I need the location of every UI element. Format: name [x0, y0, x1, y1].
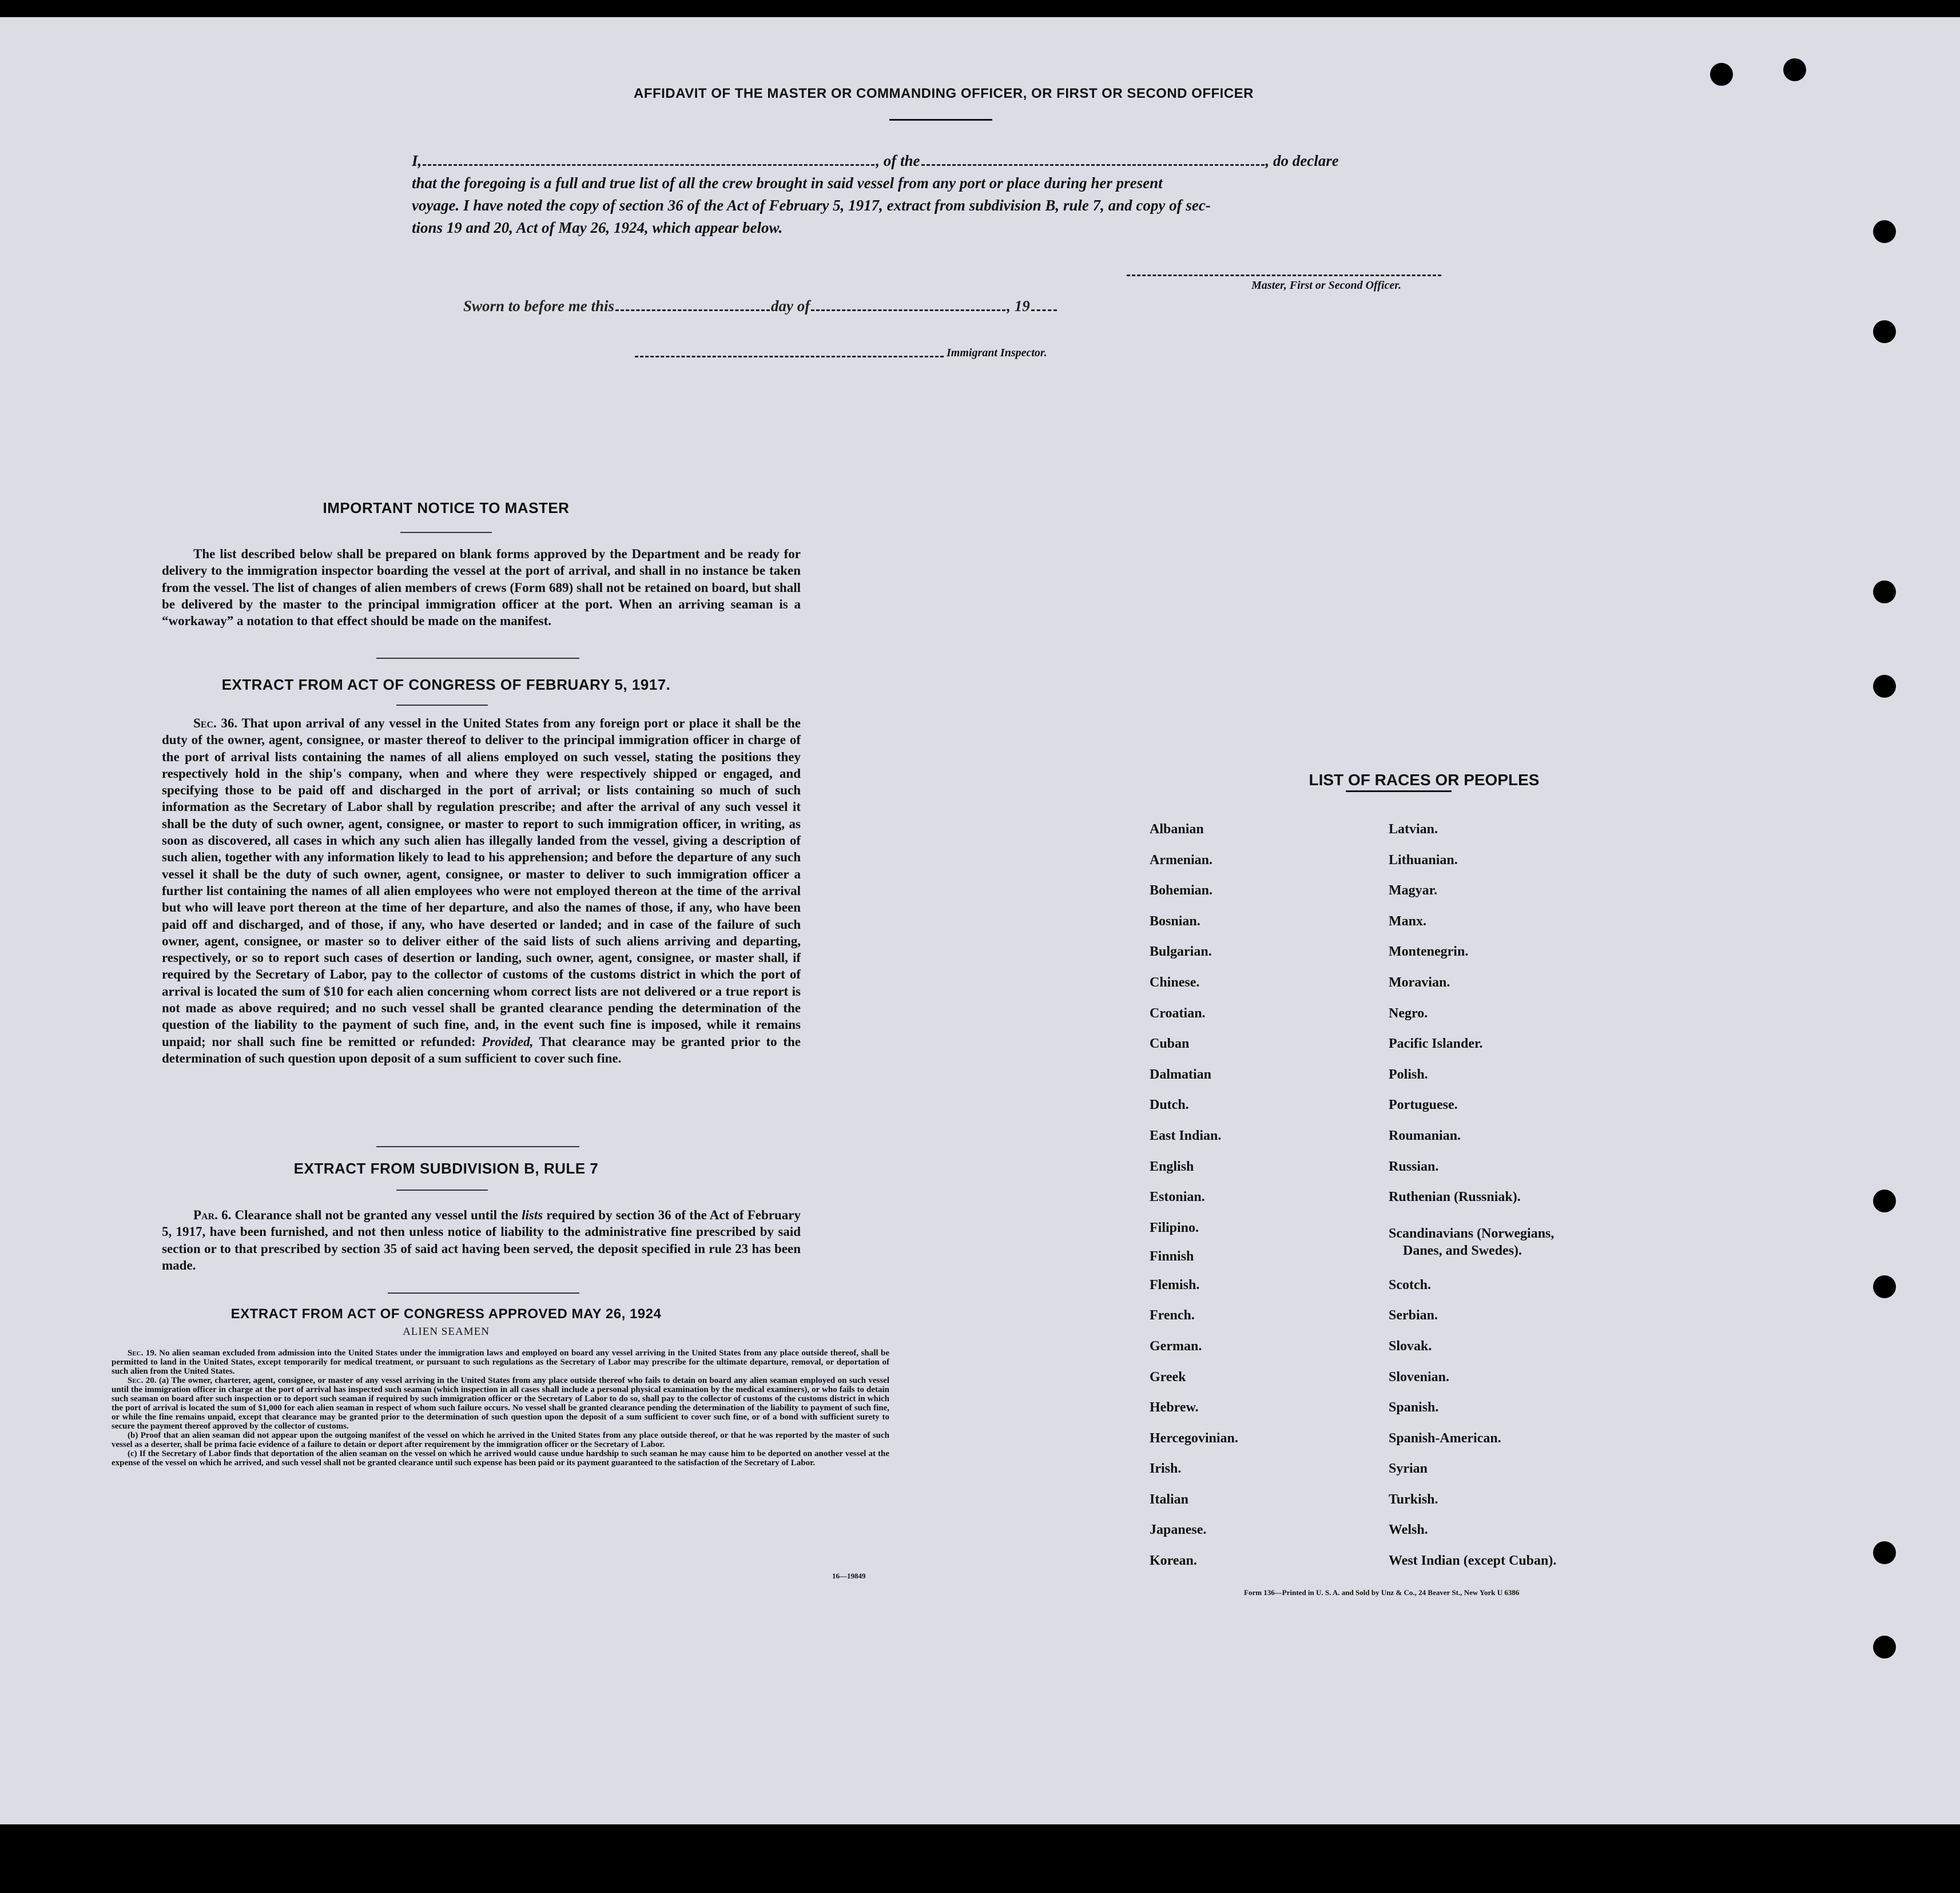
race-item: Finnish [1150, 1248, 1194, 1264]
race-item: East Indian. [1150, 1128, 1222, 1143]
race-item: German. [1150, 1338, 1202, 1354]
race-item: Magyar. [1389, 883, 1438, 898]
affidavit-text: I, [412, 152, 422, 169]
blank-vessel-field[interactable] [921, 164, 1265, 166]
race-item: Scotch. [1389, 1277, 1431, 1293]
section-label: Sec. 36. [193, 716, 238, 730]
race-item: Flemish. [1150, 1277, 1200, 1293]
race-item: Turkish. [1389, 1492, 1438, 1507]
race-item: Scandinavians (Norwegians, [1389, 1226, 1555, 1241]
race-item: Dalmatian [1150, 1067, 1211, 1082]
race-item: Croatian. [1150, 1005, 1206, 1021]
subdivision-b-body [162, 1207, 801, 1274]
section-text: That upon arrival of any vessel in the United States from any foreign port or place it shall be the duty of the owner, agent, consignee, or master thereof to deliver to the principal immigration officer in charge of the port of arrival lists containing the names of all aliens employed on such vessel, stating the positions they respectively hold in the ship's company, when and where they were respectively shipped or engaged, and specifying those to be paid off and discharged in the port of arrival; or lists containing so much of such information as the Secretary of Labor shall by regulation prescribe; and after the arrival of any such vessel it shall be the duty of such owner, agent, consignee, or master to report to such immigration officer, in writing, as soon as discovered, all cases in which any such alien has illegally landed from the vessel, giving a description of such alien, together with any information likely to lead to his apprehension; and before the departure of any such vessel it shall be the duty of such owner, agent, consignee, or master to deliver to such immigration officer a further list containing the names of all alien employees who were not employed thereon at the time of the arrival but who will leave port thereon at the time of her departure, and also the names of those, if any, who have been paid off and discharged, and of those, if any, who have deserted or landed; and in case of the failure of such owner, agent, consignee, or master so to deliver either of the said lists of such aliens arriving and departing, respectively, or so to report such cases of desertion or landing, such owner, agent, consignee, or master shall, if required by the Secretary of Labor, pay to the collector of customs of the customs district in which the port of arrival is located the sum of $10 for each alien concerning whom correct lists are not delivered or a true report is not made as above required; and no such vessel shall be granted clearance pending the determination of the question of the liability to the payment of such fine, and, in the event such fine is imposed, while it remains unpaid; nor shall such fine be remitted or refunded: [162, 716, 801, 1049]
race-item: Portuguese. [1389, 1097, 1458, 1113]
race-item: West Indian (except Cuban). [1389, 1553, 1557, 1569]
race-item: Hercegovinian. [1150, 1430, 1238, 1446]
divider [400, 532, 492, 533]
race-item: Albanian [1150, 822, 1204, 837]
affidavit-line-1 [412, 150, 1476, 172]
race-item: Irish. [1150, 1461, 1182, 1477]
race-item: Danes, and Swedes). [1403, 1243, 1522, 1258]
section-36-paragraph [162, 715, 801, 1067]
print-code: 16—19849 [832, 1572, 866, 1580]
lists-term: lists [522, 1208, 543, 1222]
section-19-text: No alien seaman excluded from admission into the United States under the immigration laws and employed on board any vessel arriving in the United States from any place outside thereof, shall be permitted to land in the United States, except temporarily for medical treatment, or pursuant to such regulations as the Secretary of Labor may prescribe for the ultimate departure, removal, or deportation of such alien from the United States. [112, 1349, 890, 1376]
sworn-text: Sworn to before me this [463, 297, 615, 315]
races-right-column [1389, 821, 1646, 1584]
race-item: Slovak. [1389, 1338, 1432, 1354]
punch-hole [1873, 580, 1896, 603]
section-19-paragraph [112, 1349, 889, 1376]
race-item: Cuban [1150, 1036, 1190, 1052]
race-item: Italian [1150, 1492, 1189, 1507]
punch-hole [1873, 1541, 1896, 1564]
subdivision-b-heading: EXTRACT FROM SUBDIVISION B, RULE 7 [293, 1160, 599, 1177]
race-item: Estonian. [1150, 1190, 1205, 1205]
master-signature-label: Master, First or Second Officer. [1251, 279, 1401, 292]
race-item: Latvian. [1389, 822, 1438, 837]
punch-hole [1783, 58, 1806, 81]
affidavit-title: AFFIDAVIT OF THE MASTER OR COMMANDING OFFICER, OR FIRST OR SECOND OFFICER [633, 86, 1254, 101]
race-item: Welsh. [1389, 1522, 1428, 1538]
divider [376, 658, 579, 659]
master-signature-field[interactable] [1127, 275, 1441, 276]
race-item: Manx. [1389, 913, 1426, 929]
provided-term: Provided, [482, 1034, 534, 1049]
section-20c-paragraph: (c) If the Secretary of Labor finds that deportation of the alien seaman on the vessel on which he arrived would cause undue hardship to such seaman he may cause him to be deported on another vessel at the expense of the vessel on which he arrived, and such vessel shall not be granted clearance until such expense has been paid or its payment guaranteed to the satisfaction of the Secretary of Labor. [112, 1449, 889, 1468]
sworn-text: , 19 [1007, 297, 1030, 315]
blank-year-field[interactable] [1031, 309, 1057, 311]
affidavit-text: , do declare [1265, 152, 1339, 169]
section-20a-paragraph [112, 1376, 889, 1431]
race-item: Lithuanian. [1389, 852, 1458, 868]
alien-seamen-subheading: ALIEN SEAMEN [403, 1326, 490, 1338]
blank-name-field[interactable] [423, 164, 874, 166]
race-item: Montenegrin. [1389, 944, 1469, 960]
inspector-signature-label: Immigrant Inspector. [947, 347, 1047, 359]
races-list-title: LIST OF RACES OR PEOPLES [1309, 771, 1540, 789]
form-printer-note: Form 136—Printed in U. S. A. and Sold by Unz & Co., 24 Beaver St., New York U 6386 [1244, 1588, 1520, 1597]
divider [1346, 790, 1452, 792]
race-item: French. [1150, 1308, 1195, 1323]
divider [388, 1293, 579, 1294]
race-item: Polish. [1389, 1067, 1428, 1082]
race-item: Slovenian. [1389, 1369, 1450, 1385]
section-label: Sec. 19. [128, 1349, 157, 1358]
divider [396, 1190, 488, 1191]
blank-month-field[interactable] [811, 309, 1005, 311]
notice-body [162, 546, 801, 629]
race-item: Greek [1150, 1369, 1186, 1385]
punch-hole [1873, 675, 1896, 698]
punch-hole [1873, 1275, 1896, 1298]
race-item: Roumanian. [1389, 1128, 1461, 1143]
punch-hole [1710, 63, 1733, 86]
paragraph-text-end: required by section 36 of the Act of February 5, 1917, have been furnished, and not then unless notice of liability to the administrative fine prescribed by said section or to that prescribed by section 35 of said act having been served, the deposit specified in rule 23 has been made. [162, 1208, 801, 1272]
divider [376, 1146, 579, 1147]
race-item: Russian. [1389, 1159, 1439, 1174]
race-item: Armenian. [1150, 852, 1212, 868]
notice-heading: IMPORTANT NOTICE TO MASTER [323, 499, 570, 516]
race-item: Chinese. [1150, 975, 1200, 990]
affidavit-line-3: voyage. I have noted the copy of section 36 of the Act of February 5, 1917, extract from subdivision B, rule 7, and copy of sec- [412, 197, 1211, 214]
race-item: Serbian. [1389, 1308, 1438, 1323]
section-20a-text: (a) The owner, charterer, agent, consignee, or master of any vessel arriving in the United States from any place outside thereof who fails to detain on board any alien seaman employed on such vessel until the immigration officer in charge at the port of arrival has inspected such seaman (which inspection in all cases shall include a personal physical examination by the medical examiners), or who fails to detain such seaman on board after such inspection or to deport such seaman if required by such immigration officer or the Secretary of Labor to do so, shall pay to the collector of customs of the customs district in which the port of arrival is located the sum of $1,000 for each alien seaman in respect of whom such failure occurs. No vessel shall be granted clearance pending the determination of the liability to payment of such fine, or while the fine remains unpaid, except that clearance may be granted prior to the determination of such question upon the deposit of a sum sufficient to cover such fine, or of a bond with sufficient surety to secure the payment thereof approved by the collector of customs. [112, 1376, 889, 1431]
sworn-text: day of [771, 297, 810, 315]
paragraph-text: Clearance shall not be granted any vessel until the [234, 1208, 518, 1222]
race-item: Moravian. [1389, 975, 1450, 990]
race-item: Syrian [1389, 1461, 1428, 1477]
race-item: Bosnian. [1150, 913, 1200, 929]
notice-paragraph: The list described below shall be prepared on blank forms approved by the Department and be ready for delivery to the immigration inspector boarding the vessel at the port of arrival, and shall in no instance be taken from the vessel. The list of changes of alien members of crews (Form 689) shall not be retained on board, but shall be delivered by the master to the principal immigration officer at the port. When an arriving seaman is a “workaway” a notation to that effect should be made on the manifest. [162, 547, 801, 629]
paragraph-6 [162, 1207, 801, 1274]
sworn-line [463, 297, 1058, 315]
race-item: Hebrew. [1150, 1400, 1199, 1415]
paragraph-label: Par. 6. [193, 1208, 232, 1222]
affidavit-text: , of the [876, 152, 920, 169]
race-item: Pacific Islander. [1389, 1036, 1483, 1052]
section-label: Sec. 20. [128, 1376, 157, 1385]
extract-1917-heading: EXTRACT FROM ACT OF CONGRESS OF FEBRUARY 5, 1917. [221, 676, 671, 693]
race-item: Bohemian. [1150, 883, 1213, 898]
races-left-column [1150, 821, 1378, 1584]
punch-hole [1873, 220, 1896, 243]
race-item: Ruthenian (Russniak). [1389, 1190, 1521, 1205]
divider [396, 705, 488, 706]
race-item: Spanish-American. [1389, 1430, 1501, 1446]
race-item: Dutch. [1150, 1097, 1189, 1113]
race-item: Japanese. [1150, 1522, 1207, 1538]
race-item: Spanish. [1389, 1400, 1439, 1415]
punch-hole [1873, 1636, 1896, 1659]
punch-hole [1873, 320, 1896, 343]
affidavit-line-2: that the foregoing is a full and true list of all the crew brought in said vessel from any port or place during her present [412, 174, 1163, 192]
extract-1917-body [162, 715, 801, 1067]
extract-1924-body [112, 1349, 889, 1468]
affidavit-line-4: tions 19 and 20, Act of May 26, 1924, which appear below. [412, 219, 783, 236]
form-sheet [0, 17, 1960, 1824]
race-item: English [1150, 1159, 1194, 1174]
race-item: Bulgarian. [1150, 944, 1212, 960]
race-item: Filipino. [1150, 1220, 1199, 1235]
race-item: Negro. [1389, 1005, 1428, 1021]
inspector-signature-field[interactable] [635, 356, 944, 357]
section-text-end: That clearance may be granted prior to the determination of such question upon deposit of a sum sufficient to cover such fine. [162, 1034, 801, 1065]
divider [889, 119, 992, 121]
extract-1924-heading: EXTRACT FROM ACT OF CONGRESS APPROVED MAY 26, 1924 [230, 1306, 662, 1322]
blank-day-field[interactable] [615, 309, 770, 311]
section-20b-paragraph: (b) Proof that an alien seaman did not appear upon the outgoing manifest of the vessel on which he arrived in the United States from any place outside thereof, or that he was reported by the master of such vessel as a deserter, shall be prima facie evidence of a failure to detain or deport after requirement by the immigration officer or the Secretary of Labor. [112, 1431, 889, 1449]
punch-hole [1873, 1190, 1896, 1212]
race-item: Korean. [1150, 1553, 1197, 1569]
